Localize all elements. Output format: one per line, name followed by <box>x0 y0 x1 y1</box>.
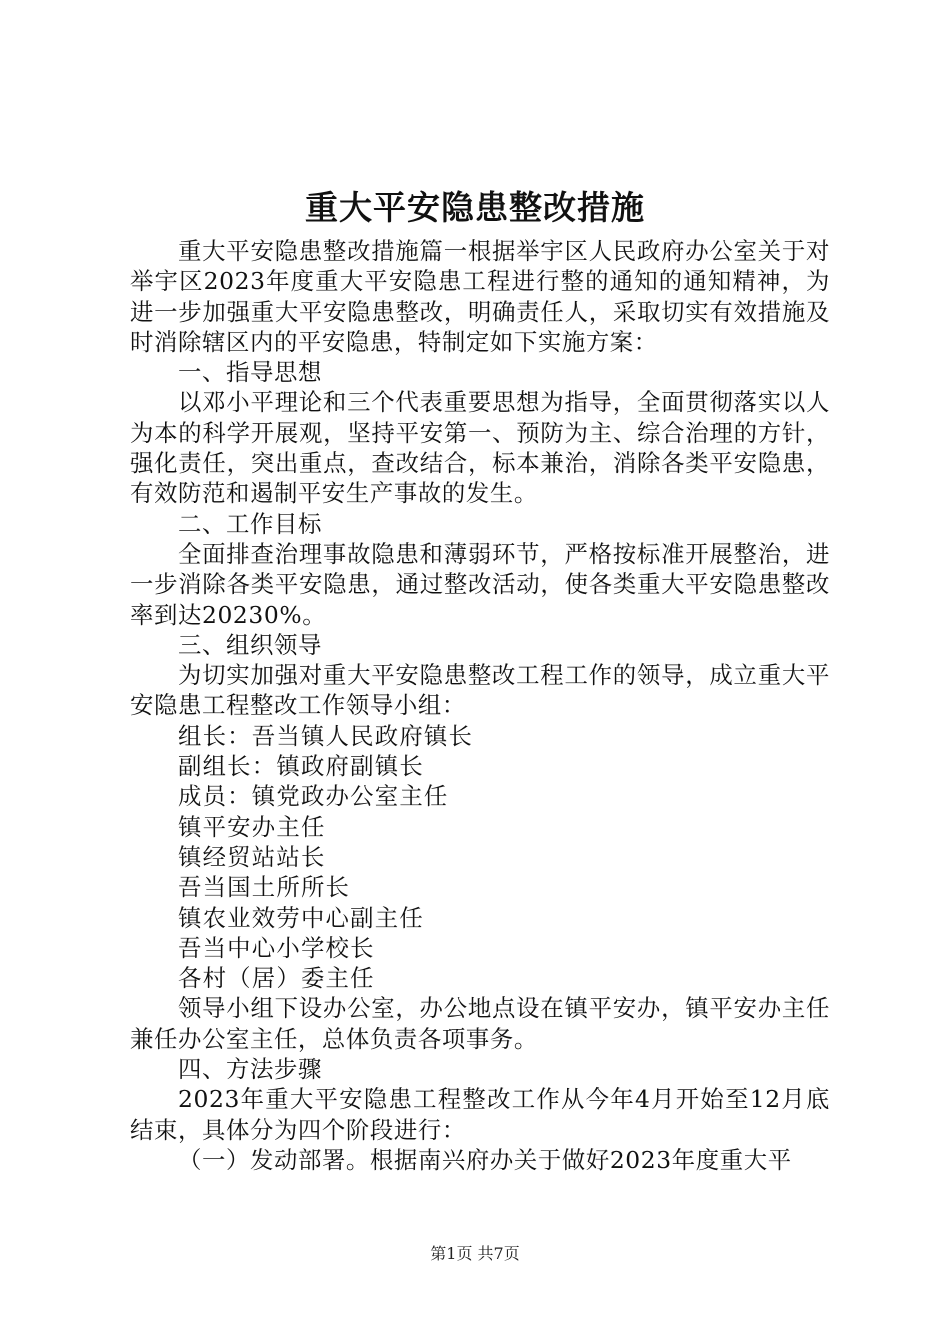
paragraph-organization: 为切实加强对重大平安隐患整改工程工作的领导，成立重大平安隐患工程整改工作领导小组： <box>130 661 830 720</box>
section-heading-work-goal: 二、工作目标 <box>178 509 322 538</box>
section-heading-method-steps: 四、方法步骤 <box>178 1055 322 1084</box>
paragraph-office: 领导小组下设办公室，办公地点设在镇平安办，镇平安办主任兼任办公室主任，总体负责各项事务。 <box>130 994 830 1053</box>
section-heading-organization: 三、组织领导 <box>178 630 322 659</box>
section-heading-guiding-thought: 一、指导思想 <box>178 358 322 387</box>
member-line: 镇农业效劳中心副主任 <box>178 903 424 932</box>
member-line: 成员：镇党政办公室主任 <box>178 782 449 811</box>
member-line: 吾当中心小学校长 <box>178 933 375 962</box>
member-line: 吾当国土所所长 <box>178 873 351 902</box>
paragraph-intro: 重大平安隐患整改措施篇一根据举宇区人民政府办公室关于对举宇区2023年度重大平安隐患工程进行整的通知的通知精神，为进一步加强重大平安隐患整改，明确责任人，采取切实有效措施及时消除辖区内的平安隐患，特制定如下实施方案： <box>130 237 830 356</box>
member-line: 各村（居）委主任 <box>178 964 375 993</box>
page-number-footer: 第1页 共7页 <box>430 1244 520 1263</box>
member-line: 镇平安办主任 <box>178 812 326 841</box>
paragraph-phase-one: （一）发动部署。根据南兴府办关于做好2023年度重大平 <box>178 1145 792 1174</box>
paragraph-method-steps: 2023年重大平安隐患工程整改工作从今年4月开始至12月底结束，具体分为四个阶段进行： <box>130 1085 830 1144</box>
paragraph-guiding-thought: 以邓小平理论和三个代表重要思想为指导，全面贯彻落实以人为本的科学开展观，坚持平安第一、预防为主、综合治理的方针，强化责任，突出重点，查改结合，标本兼治，消除各类平安隐患，有效防范和遏制平安生产事故的发生。 <box>130 388 830 508</box>
paragraph-work-goal: 全面排查治理事故隐患和薄弱环节，严格按标准开展整治，进一步消除各类平安隐患，通过整改活动，使各类重大平安隐患整改率到达20230%。 <box>130 539 830 629</box>
member-line: 组长：吾当镇人民政府镇长 <box>178 721 474 750</box>
document-body <box>130 236 830 1175</box>
member-line: 副组长：镇政府副镇长 <box>178 752 424 781</box>
member-line: 镇经贸站站长 <box>178 842 326 871</box>
document-title: 重大平安隐患整改措施 <box>305 188 645 227</box>
